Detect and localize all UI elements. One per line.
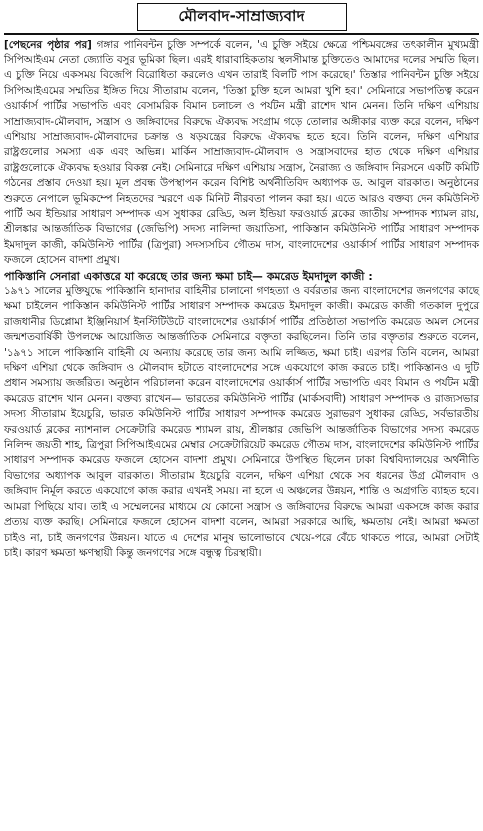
article-paragraph-1 xyxy=(4,38,479,269)
paragraph-1-text: গঙ্গার পানিবন্টন চুক্তি সম্পর্কে বলেন, 'এ চুক্তি সইয়ে ক্ষেত্রে পশ্চিমবঙ্গের তৎকালীন মুখ্যমন্ত্রী সিপিআইএম নেতা জ্যোতি বসুর ভূমিকা ছিল। এরই ধারাবাহিকতায় স্থলসীমান্ত চুক্তিতেও আমাদের দলের সম্মতি ছিল। এ চুক্তি নিয়ে একসময় বিজেপি বিরোধিতা করলেও এখন তারাই বিলটি পাস করেছে।' তিস্তার পানিবন্টন চুক্তি সইয়ে সিপিআইএমের সম্মতির ইঙ্গিত দিয়ে সীতারাম বলেন, 'তিস্তা চুক্তি হলে আমরা খুশি হব।' সেমিনারে সভাপতিত্ব করেন ওয়ার্কার্স পার্টির সভাপতি এবং বেসামরিক বিমান চলাচল ও পর্যটন মন্ত্রী রাশেদ খান মেনন। তিনি দক্ষিণ এশিয়ায় সাম্রাজ্যবাদ-মৌলবাদ, সন্ত্রাস ও জঙ্গিবাদের বিরুদ্ধে ঐক্যবদ্ধ সংগ্রাম গড়ে তোলার অঙ্গীকার ব্যক্ত করে বলেন, দক্ষিণ এশিয়ায় সাম্রাজ্যবাদ-মৌলবাদের চক্রান্ত ও ষড়যন্ত্রের বিরুদ্ধে ঐক্যবদ্ধ হতে হবে। তিনি বলেন, দক্ষিণ এশিয়ার রাষ্ট্রগুলোর সমস্যা এক এবং অভিন্ন। মার্কিন সাম্রাজ্যবাদ-মৌলবাদ ও সন্ত্রাসবাদের হাত থেকে দক্ষিণ এশিয়ার রাষ্ট্রগুলোকে ঐক্যবদ্ধ হওয়ার বিকল্প নেই। সেমিনারে দক্ষিণ এশিয়ায় সন্ত্রাস, নৈরাজ্য ও জঙ্গিবাদ নিরসনে একটি কমিটি গঠনের প্রস্তাব দেওয়া হয়। মূল প্রবন্ধ উপস্থাপন করেন বিশিষ্ট অর্থনীতিবিদ অধ্যাপক ড. আবুল বারকাত। অনুষ্ঠানের শুরুতে নেপালে ভূমিকম্পে নিহতদের স্মরণে এক মিনিট নীরবতা পালন করা হয়। এতে আরও বক্তব্য দেন কমিউনিস্ট পার্টি অব ইন্ডিয়ার সাধারণ সম্পাদক এস সুধাকর রেড্ডি, অল ইন্ডিয়া ফরওয়ার্ড ব্লকের জাতীয় সম্পাদক শ্যামল রায়, শ্রীলঙ্কার আন্তর্জাতিক বিভাগের (জেভিপি) সদস্য নালিন্দা জয়াতিসা, পাকিস্তান কমিউনিস্ট পার্টির সাধারণ সম্পাদক ইমদাদুল কাজী, কমিউনিস্ট পার্টির (ত্রিপুরা) সদস্যসচিব গৌতম দাস, বাংলাদেশের ওয়ার্কার্স পার্টির সাধারণ সম্পাদক ফজলে হোসেন বাদশা প্রমুখ। xyxy=(4,38,479,267)
article-paragraph-2: ১৯৭১ সালের মুক্তিযুদ্ধে পাকিস্তানি হানাদার বাহিনীর চালানো গণহত্যা ও বর্বরতার জন্য বাংলাদেশের জনগণের কাছে ক্ষমা চাইলেন পাকিস্তান কমিউনিস্ট পার্টির সাধারণ সম্পাদক কমরেড ইমদাদুল কাজী। কমরেড কাজী গতকাল দুপুরে রাজধানীর ডিপ্লোমা ইঞ্জিনিয়ার্স ইনস্টিটিউটে বাংলাদেশের ওয়ার্কার্স পার্টির প্রতিষ্ঠাতা সভাপতি কমরেড অমল সেনের জন্মশতবার্ষিকী উপলক্ষে আয়োজিত আন্তর্জাতিক সেমিনারে বক্তৃতা করছিলেন। তিনি তার বক্তৃতার শুরুতে বলেন, '১৯৭১ সালে পাকিস্তানি বাহিনী যে অন্যায় করেছে তার জন্য আমি লজ্জিত, ক্ষমা চাই। এরপর তিনি বলেন, আমরা দক্ষিণ এশিয়া থেকে জঙ্গিবাদ ও মৌলবাদ হটাতে বাংলাদেশের সঙ্গে একযোগে কাজ করতে চাই। পাকিস্তানও এ দুটি প্রধান সমস্যায় জর্জরিত। অনুষ্ঠান পরিচালনা করেন বাংলাদেশের ওয়ার্কার্স পার্টির সভাপতি এবং বিমান ও পর্যটন মন্ত্রী কমরেড রাশেদ খান মেনন। বক্তব্য রাখেন— ভারতের কমিউনিস্ট পার্টির (মার্কসবাদী) সাধারণ সম্পাদক ও রাজ্যসভার সদস্য সীতারাম ইয়েচুরি, ভারত কমিউনিস্ট পার্টির সাধারণ সম্পাদক কমরেড সুরাভরণ সুধাকর রেড্ডি, সর্বভারতীয় ফরওয়ার্ড ব্লকের ন্যাশনাল সেক্রেটারি কমরেড শ্যামল রায়, শ্রীলঙ্কার জেভিপি আন্তর্জাতিক বিভাগের সদস্য কমরেড নিলিন্দ জয়তী শাহ, ত্রিপুরা সিপিআইএমের মেম্বার সেক্রেটারিয়েট কমরেড গৌতম দাস, বাংলাদেশের কমিউনিস্ট পার্টির সাধারণ সম্পাদক কমরেড ফজলে হোসেন বাদশা প্রমুখ। সেমিনারে উপস্থিত ছিলেন ঢাকা বিশ্ববিদ্যালয়ের অর্থনীতি বিভাগের অধ্যাপক আবুল বারকাত। সীতারাম ইয়েচুরি বলেন, দক্ষিণ এশিয়া থেকে সব ধরনের উগ্র মৌলবাদ ও জঙ্গিবাদ নির্মূল করতে একযোগে কাজ করার এখনই সময়। না হলে এ অঞ্চলের উন্নয়ন, শান্তি ও অগ্রগতি ব্যাহত হবে। আমরা পিছিয়ে যাব। তাই এ সম্মেলনের মাধ্যমে যে কোনো সন্ত্রাস ও জঙ্গিবাদের বিরুদ্ধে আমরা একসঙ্গে কাজ করার প্রত্যয় ব্যক্ত করছি। সেমিনারে ফজলে হোসেন বাদশা বলেন, আমরা সরকারে আছি, ক্ষমতায় নেই। আমরা ক্ষমতা চাইও না, চাই জনগণের উন্নয়ন। যাতে এ দেশের মানুষ ভালোভাবে খেয়ে-পরে বেঁচে থাকতে পারে, আমরা সেটাই চাই। কারণ ক্ষমতা ক্ষণস্থায়ী কিন্তু জনগণের সঙ্গে বন্ধুত্ব চিরস্থায়ী। xyxy=(4,285,479,559)
subheading: পাকিস্তানি সেনারা একাত্তরে যা করেছে তার জন্য ক্ষমা চাই— কমরেড ইমদাদুল কাজী : xyxy=(4,269,373,283)
article-body xyxy=(4,38,479,562)
headline: মৌলবাদ-সাম্রাজ্যবাদ xyxy=(178,6,305,25)
headline-rule xyxy=(4,33,479,35)
lead-in: [পেছনের পৃষ্ঠার পর] xyxy=(4,38,92,51)
headline-box xyxy=(137,3,347,31)
